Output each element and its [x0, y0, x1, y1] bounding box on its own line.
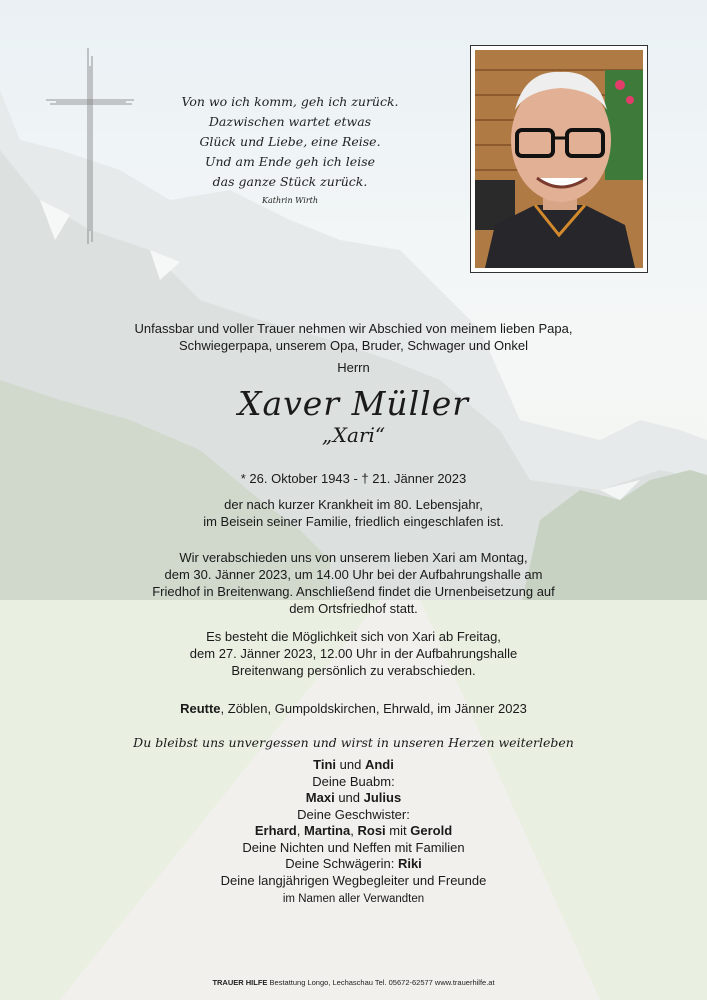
intro-line: Schwiegerpapa, unserem Opa, Bruder, Schwager und Onkel: [178, 338, 529, 353]
deceased-block: [0, 385, 707, 447]
deceased-nickname: „Xari“: [321, 423, 386, 447]
cross-icon: [46, 46, 136, 246]
place-date: [0, 700, 707, 717]
poem-line: das ganze Stück zurück.: [212, 174, 368, 189]
mourner-name: Riki: [397, 856, 422, 871]
connector: und: [339, 757, 362, 772]
mourner-name: Julius: [363, 790, 402, 805]
mourner-name: Maxi: [305, 790, 335, 805]
poem-line: Dazwischen wartet etwas: [208, 114, 372, 129]
mourner-label: Deine Geschwister:: [297, 806, 410, 822]
farewell-text: [0, 549, 707, 617]
viewing-line: Es besteht die Möglichkeit sich von Xari ab Freitag,: [206, 629, 501, 644]
mourner-line: Deine langjährigen Wegbegleiter und Freunde: [220, 872, 487, 888]
farewell-line: dem 30. Jänner 2023, um 14.00 Uhr bei der Aufbahrungshalle am: [164, 567, 543, 582]
farewell-line: Wir verabschieden uns von unserem lieben Xari am Montag,: [179, 550, 528, 565]
mourner-label: Deine Buabm:: [312, 773, 395, 789]
farewell-line: dem Ortsfriedhof statt.: [289, 601, 418, 616]
mourner-name: Tini: [313, 757, 337, 772]
footer: [0, 978, 707, 987]
closing-line: Du bleibst uns unvergessen und wirst in unseren Herzen weiterleben: [133, 735, 574, 750]
poem-author: Kathrin Wirth: [261, 196, 319, 205]
passing-line: im Beisein seiner Familie, friedlich eingeschlafen ist.: [203, 514, 504, 529]
connector: und: [338, 790, 361, 805]
mourner-name: Andi: [364, 757, 394, 772]
intro-line: Unfassbar und voller Trauer nehmen wir Abschied von meinem lieben Papa,: [134, 321, 573, 336]
passing-text: [0, 496, 707, 530]
viewing-text: [0, 628, 707, 679]
portrait-photo: [471, 46, 647, 272]
passing-line: der nach kurzer Krankheit im 80. Lebensjahr,: [224, 497, 483, 512]
farewell-line: Friedhof in Breitenwang. Anschließend findet die Urnenbeisetzung auf: [152, 584, 555, 599]
poem-line: Von wo ich komm, geh ich zurück.: [181, 94, 399, 109]
mourner-label: Deine Schwägerin:: [285, 856, 395, 871]
deceased-name: Xaver Müller: [237, 384, 470, 423]
connector: ,: [296, 823, 301, 838]
mourner-line: im Namen aller Verwandten: [282, 893, 425, 905]
intro-text: [0, 320, 707, 376]
viewing-line: dem 27. Jänner 2023, 12.00 Uhr in der Aufbahrungshalle: [189, 646, 518, 661]
place-rest: , Zöblen, Gumpoldskirchen, Ehrwald, im Jänner 2023: [220, 701, 527, 716]
mourner-line: Deine Nichten und Neffen mit Familien: [242, 839, 465, 855]
connector: ,: [350, 823, 354, 838]
connector: mit: [389, 823, 407, 838]
portrait-image: [475, 50, 643, 268]
mourner-name: Gerold: [410, 823, 453, 838]
mourner-name: Rosi: [357, 823, 386, 838]
mourner-name: Erhard: [254, 823, 297, 838]
mourner-name: Martina: [304, 823, 351, 838]
salutation: Herrn: [337, 360, 370, 375]
mourners-list: [0, 757, 707, 908]
footer-contact: Bestattung Longo, Lechaschau Tel. 05672-62577 www.trauerhilfe.at: [267, 978, 495, 987]
footer-brand: TRAUER HILFE: [212, 978, 268, 987]
poem: [175, 92, 405, 208]
viewing-line: Breitenwang persönlich zu verabschieden.: [231, 663, 476, 678]
poem-line: Und am Ende geh ich leise: [204, 154, 376, 169]
poem-line: Glück und Liebe, eine Reise.: [199, 134, 381, 149]
life-dates: [0, 470, 707, 487]
place-bold: Reutte: [180, 701, 221, 716]
birth-death-dates: * 26. Oktober 1943 - † 21. Jänner 2023: [240, 471, 467, 486]
